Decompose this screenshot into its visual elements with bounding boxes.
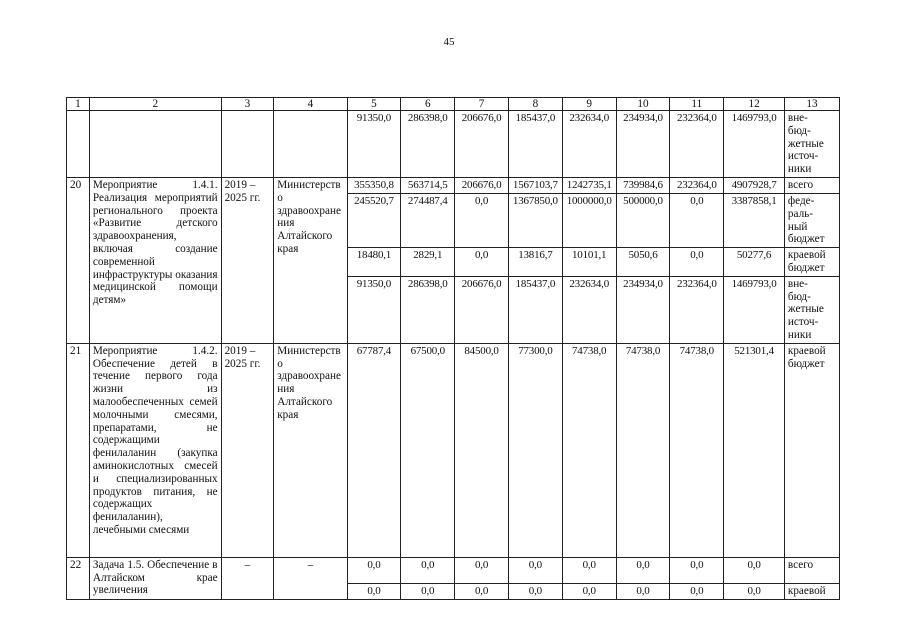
value-cell: 521301,4: [724, 343, 785, 557]
executor-cell: Министерство здравоохранения Алтайского края: [274, 343, 347, 557]
cell-empty: [89, 111, 221, 178]
value-cell: 0,0: [670, 193, 724, 247]
value-cell: 245520,7: [347, 193, 401, 247]
measure-description: Мероприятие 1.4.2. Обеспечение детей в течение первого года жизни из малообеспеченных семей молочными смесями, препаратами, не содержащими фенилаланин (закупка аминокислотных смесей и специализированных продуктов питания, не содержащих фенилаланин), лечебными смесями: [89, 343, 221, 557]
header-cell: 8: [508, 98, 562, 111]
value-cell: 232634,0: [562, 276, 616, 343]
source-cell: всего: [784, 557, 839, 583]
header-cell: 1: [67, 98, 90, 111]
value-cell: 0,0: [670, 557, 724, 583]
value-cell: 67500,0: [401, 343, 455, 557]
value-cell: 0,0: [347, 557, 401, 583]
period-cell: 2019 – 2025 гг.: [221, 343, 274, 557]
value-cell: 0,0: [670, 248, 724, 277]
value-cell: 1567103,7: [508, 177, 562, 193]
source-cell: феде- раль- ный бюджет: [784, 193, 839, 247]
value-cell: 0,0: [616, 583, 670, 599]
value-cell: 1242735,1: [562, 177, 616, 193]
cell-empty: [221, 111, 274, 178]
value-cell: 1469793,0: [724, 276, 785, 343]
value-cell: 185437,0: [508, 111, 562, 178]
value-cell: 0,0: [455, 193, 509, 247]
value-cell: 4907928,7: [724, 177, 785, 193]
header-cell: 13: [784, 98, 839, 111]
header-cell: 9: [562, 98, 616, 111]
value-cell: 286398,0: [401, 276, 455, 343]
row-number: 22: [67, 557, 90, 599]
header-row: [67, 98, 840, 111]
value-cell: 10101,1: [562, 248, 616, 277]
value-cell: 234934,0: [616, 111, 670, 178]
executor-cell: –: [274, 557, 347, 599]
value-cell: 74738,0: [616, 343, 670, 557]
value-cell: 91350,0: [347, 111, 401, 178]
source-cell: краевой бюджет: [784, 248, 839, 277]
header-cell: 11: [670, 98, 724, 111]
source-cell: всего: [784, 177, 839, 193]
source-cell: вне- бюд- жетные источ- ники: [784, 276, 839, 343]
value-cell: 739984,6: [616, 177, 670, 193]
value-cell: 355350,8: [347, 177, 401, 193]
cell-empty: [274, 111, 347, 178]
financing-table: [66, 97, 840, 600]
value-cell: 74738,0: [562, 343, 616, 557]
value-cell: 91350,0: [347, 276, 401, 343]
value-cell: 0,0: [455, 557, 509, 583]
table-row-continuation: [67, 111, 840, 178]
source-cell: краевой бюджет: [784, 343, 839, 557]
value-cell: 232364,0: [670, 177, 724, 193]
value-cell: 50277,6: [724, 248, 785, 277]
value-cell: 0,0: [616, 557, 670, 583]
value-cell: 84500,0: [455, 343, 509, 557]
header-cell: 6: [401, 98, 455, 111]
cell-empty: [67, 111, 90, 178]
value-cell: 0,0: [401, 557, 455, 583]
value-cell: 185437,0: [508, 276, 562, 343]
header-cell: 4: [274, 98, 347, 111]
row-number: 20: [67, 177, 90, 343]
value-cell: 0,0: [508, 557, 562, 583]
period-cell: 2019 – 2025 гг.: [221, 177, 274, 343]
source-cell: вне- бюд- жетные источ- ники: [784, 111, 839, 178]
value-cell: 563714,5: [401, 177, 455, 193]
value-cell: 0,0: [670, 583, 724, 599]
value-cell: 206676,0: [455, 276, 509, 343]
value-cell: 232634,0: [562, 111, 616, 178]
value-cell: 206676,0: [455, 177, 509, 193]
value-cell: 5050,6: [616, 248, 670, 277]
value-cell: 3387858,1: [724, 193, 785, 247]
value-cell: 206676,0: [455, 111, 509, 178]
value-cell: 2829,1: [401, 248, 455, 277]
table-row-22: [67, 557, 840, 583]
table-row-21: [67, 343, 840, 557]
row-number: 21: [67, 343, 90, 557]
header-cell: 10: [616, 98, 670, 111]
table-row-20: [67, 177, 840, 193]
value-cell: 0,0: [455, 248, 509, 277]
page-number: 45: [443, 36, 455, 48]
value-cell: 1000000,0: [562, 193, 616, 247]
value-cell: 232364,0: [670, 276, 724, 343]
value-cell: 0,0: [562, 583, 616, 599]
value-cell: 0,0: [724, 583, 785, 599]
value-cell: 234934,0: [616, 276, 670, 343]
task-description: Задача 1.5. Обеспечение в Алтайском крае увеличения: [89, 557, 221, 599]
source-cell: краевой: [784, 583, 839, 599]
value-cell: 67787,4: [347, 343, 401, 557]
header-cell: 7: [455, 98, 509, 111]
value-cell: 13816,7: [508, 248, 562, 277]
value-cell: 286398,0: [401, 111, 455, 178]
value-cell: 74738,0: [670, 343, 724, 557]
value-cell: 1469793,0: [724, 111, 785, 178]
value-cell: 274487,4: [401, 193, 455, 247]
header-cell: 12: [724, 98, 785, 111]
value-cell: 232364,0: [670, 111, 724, 178]
period-cell: –: [221, 557, 274, 599]
value-cell: 1367850,0: [508, 193, 562, 247]
value-cell: 0,0: [508, 583, 562, 599]
measure-description: Мероприятие 1.4.1. Реализация мероприятий регионального проекта «Развитие детского здравоохранения, включая создание современной инфраструктуры оказания медицинской помощи детям»: [89, 177, 221, 343]
value-cell: 0,0: [455, 583, 509, 599]
header-cell: 5: [347, 98, 401, 111]
value-cell: 0,0: [724, 557, 785, 583]
value-cell: 500000,0: [616, 193, 670, 247]
value-cell: 77300,0: [508, 343, 562, 557]
executor-cell: Министерство здравоохранения Алтайского края: [274, 177, 347, 343]
value-cell: 0,0: [347, 583, 401, 599]
header-cell: 3: [221, 98, 274, 111]
value-cell: 0,0: [562, 557, 616, 583]
header-cell: 2: [89, 98, 221, 111]
value-cell: 0,0: [401, 583, 455, 599]
value-cell: 18480,1: [347, 248, 401, 277]
